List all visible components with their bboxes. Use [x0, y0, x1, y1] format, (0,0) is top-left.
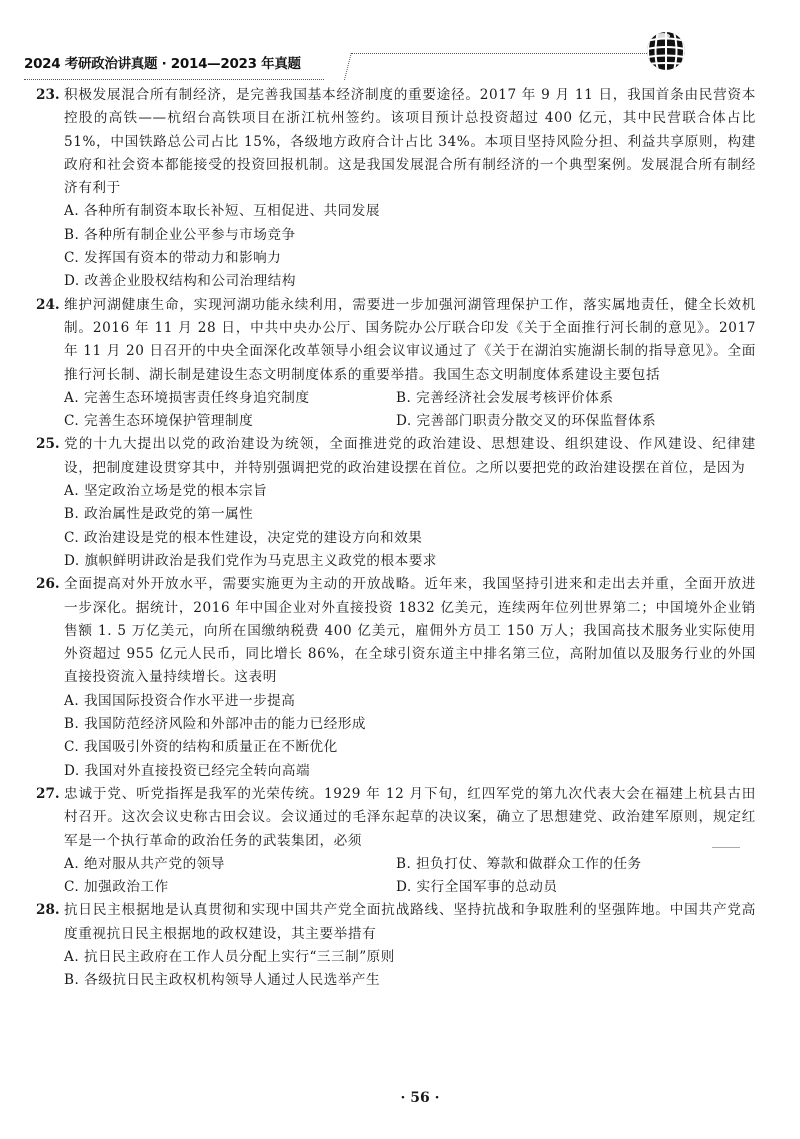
scan-mark — [712, 847, 740, 852]
option-a: A. 绝对服从共产党的领导 — [64, 855, 225, 872]
question-26 — [36, 573, 756, 783]
option-b: B. 各级抗日民主政权机构领导人通过人民选举产生 — [64, 972, 381, 989]
question-number: 28. — [36, 902, 60, 919]
option-c: C. 完善生态环境保护管理制度 — [64, 413, 254, 430]
question-28 — [36, 899, 756, 992]
question-25 — [36, 433, 756, 573]
question-stem: 抗日民主根据地是认真贯彻和实现中国共产党全面抗战路线、坚持抗战和争取胜利的坚强阵地。中国共产党高度重视抗日民主根据地的政权建设，其主要举措有 — [64, 902, 756, 942]
question-stem: 积极发展混合所有制经济，是完善我国基本经济制度的重要途径。2017 年 9 月 11 日，我国首条由民营资本控股的高铁——杭绍台高铁项目在浙江杭州签约。该项目预计总投资超过 400 亿元，其中民营联合体占比 51%，中国铁路总公司占比 15%，各级地方政府合计占比 34%。本项目坚持风险分担、利益共享原则，构建政府和社会资本都能接受的投资回报机制。这是我国发展混合所有制经济的一个典型案例。发展混合所有制经济有利于 — [64, 87, 756, 197]
option-b: B. 我国防范经济风险和外部冲击的能力已经形成 — [64, 716, 367, 733]
question-27 — [36, 783, 756, 899]
option-d: D. 完善部门职责分散交叉的环保监督体系 — [396, 413, 657, 430]
option-d: D. 改善企业股权结构和公司治理结构 — [64, 273, 296, 290]
page-header — [24, 40, 744, 80]
question-number: 26. — [36, 576, 60, 593]
question-number: 24. — [36, 296, 60, 313]
option-b: B. 政治属性是政党的第一属性 — [64, 506, 254, 523]
option-d: D. 我国对外直接投资已经完全转向高端 — [64, 762, 311, 779]
option-c: C. 发挥国有资本的带动力和影响力 — [64, 250, 282, 267]
header-divider-slant — [344, 53, 353, 80]
option-a: A. 我国国际投资合作水平进一步提高 — [64, 692, 296, 709]
question-24 — [36, 294, 756, 434]
question-stem: 维护河湖健康生命，实现河湖功能永续利用，需要进一步加强河湖管理保护工作，落实属地责任，健全长效机制。2016 年 11 月 28 日，中共中央办公厅、国务院办公厅联合印发《关于全面推行河长制的意见》。2017 年 11 月 20 日召开的中央全面深化改革领导小组会议审议通过了《关于在湖泊实施湖长制的指导意见》。全面推行河长制、湖长制是建设生态文明制度体系的重要举措。我国生态文明制度体系建设主要包括 — [64, 296, 756, 383]
header-divider-top — [351, 53, 657, 54]
question-number: 25. — [36, 436, 60, 453]
globe-icon — [644, 30, 688, 72]
option-c: C. 加强政治工作 — [64, 879, 169, 896]
option-c: C. 政治建设是党的根本性建设，决定党的建设方向和效果 — [64, 529, 423, 546]
option-d: D. 实行全国军事的总动员 — [396, 879, 558, 896]
option-d: D. 旗帜鲜明讲政治是我们党作为马克思主义政党的根本要求 — [64, 552, 437, 569]
option-a: A. 完善生态环境损害责任终身追究制度 — [64, 389, 310, 406]
question-23 — [36, 84, 756, 294]
question-stem: 忠诚于党、听党指挥是我军的光荣传统。1929 年 12 月下旬，红四军党的第九次代表大会在福建上杭县古田村召开。这次会议史称古田会议。会议通过的毛泽东起草的决议案，确立了思想建党、政治建军原则，规定红军是一个执行革命的政治任务的武装集团，必须 — [64, 785, 756, 849]
question-list — [36, 84, 756, 993]
question-stem: 党的十九大提出以党的政治建设为统领，全面推进党的政治建设、思想建设、组织建设、作风建设、纪律建设，把制度建设贯穿其中，并特别强调把党的政治建设摆在首位。之所以要把党的政治建设摆在首位，是因为 — [64, 436, 756, 476]
header-divider — [24, 79, 324, 80]
option-b: B. 完善经济社会发展考核评价体系 — [396, 389, 614, 406]
option-a: A. 抗日民主政府在工作人员分配上实行“三三制”原则 — [64, 948, 395, 965]
option-a: A. 坚定政治立场是党的根本宗旨 — [64, 483, 268, 500]
question-stem: 全面提高对外开放水平，需要实施更为主动的开放战略。近年来，我国坚持引进来和走出去并重，全面开放进一步深化。据统计，2016 年中国企业对外直接投资 1832 亿美元，连续两年位列世界第二；中国境外企业销售额 1. 5 万亿美元，向所在国缴纳税费 400 亿美元，雇佣外方员工 150 万人；我国高技术服务业实际使用外资超过 955 亿元人民币，同比增长 86%，在全球引资东道主中排名第三位，高附加值以及服务行业的外国直接投资流入量持续增长。这表明 — [64, 576, 756, 686]
question-number: 27. — [36, 785, 60, 802]
question-number: 23. — [36, 87, 60, 103]
book-title: 2024 考研政治讲真题 · 2014—2023 年真题 — [24, 56, 301, 72]
option-a: A. 各种所有制资本取长补短、互相促进、共同发展 — [64, 203, 380, 220]
option-b: B. 担负打仗、筹款和做群众工作的任务 — [396, 855, 642, 872]
option-b: B. 各种所有制企业公平参与市场竞争 — [64, 226, 296, 243]
option-c: C. 我国吸引外资的结构和质量正在不断优化 — [64, 739, 338, 756]
page-number: · 56 · — [400, 1090, 440, 1106]
